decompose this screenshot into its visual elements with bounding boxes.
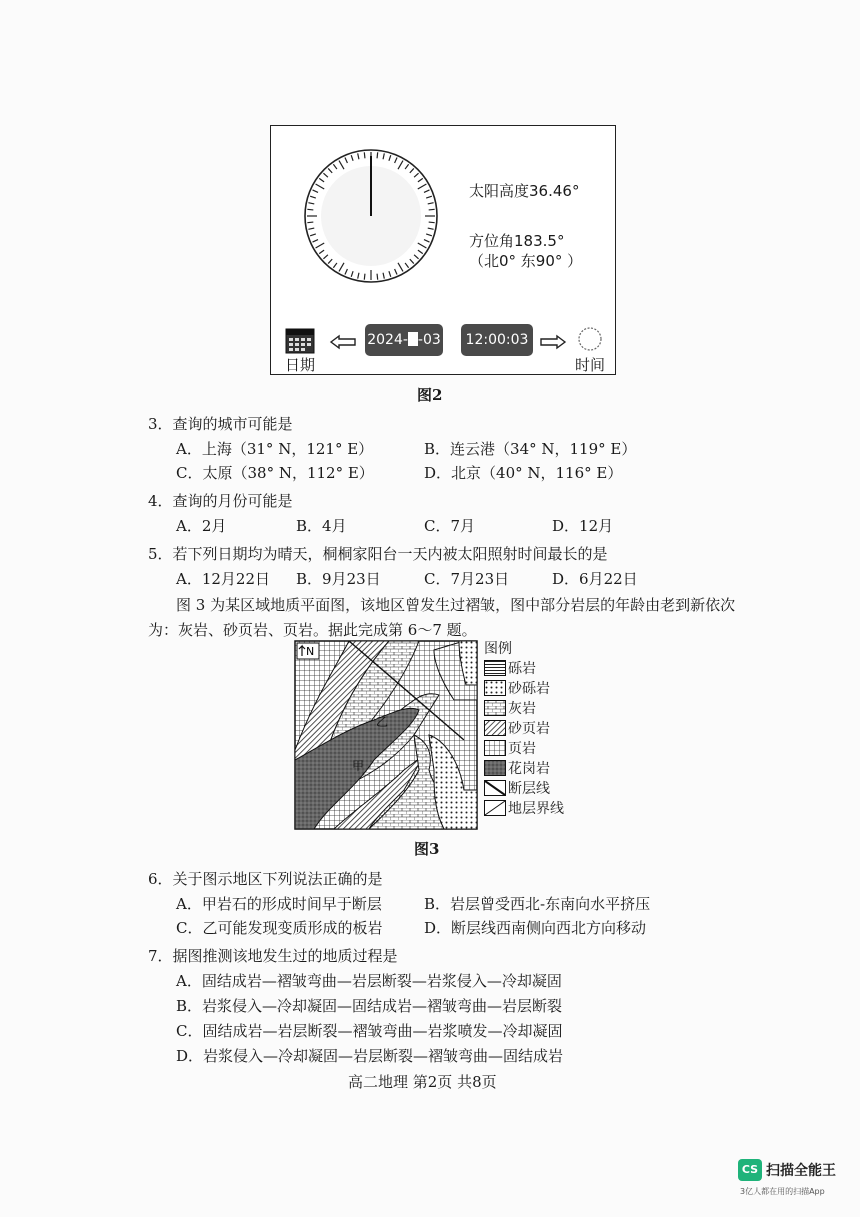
legend-swatch-limestone [484, 700, 506, 716]
legend-swatch-sandy-shale [484, 720, 506, 736]
label-jia: 甲 [352, 759, 365, 773]
date-suffix: -03 [417, 332, 441, 348]
q7-option-a[interactable]: A．固结成岩—褶皱弯曲—岩层断裂—岩浆侵入—冷却凝固 [176, 972, 562, 990]
legend-item-fault-line [484, 778, 594, 798]
legend-label: 地层界线 [508, 801, 564, 817]
sun-dial [301, 146, 441, 286]
q5-option-b[interactable]: B．9月23日 [296, 570, 381, 588]
legend-item-conglomerate [484, 658, 594, 678]
q6-option-a[interactable]: A．甲岩石的形成时间早于断层 [176, 895, 382, 913]
q7-option-c[interactable]: C．固结成岩—岩层断裂—褶皱弯曲—岩浆喷发—冷却凝固 [176, 1022, 563, 1040]
date-label: 日期 [285, 356, 316, 374]
page-footer: 高二地理 第2页 共8页 [348, 1073, 497, 1091]
scanner-tagline: 3亿人都在用的扫描App [740, 1187, 825, 1196]
clock-icon[interactable] [577, 326, 603, 352]
q3-stem: 3．查询的城市可能是 [148, 415, 293, 433]
legend-label: 断层线 [508, 781, 550, 797]
legend-swatch-fault-line [484, 780, 506, 796]
legend-label: 灰岩 [508, 701, 536, 717]
date-display[interactable] [365, 324, 443, 356]
dial-tick [429, 222, 435, 223]
intro-line-2: 为：灰岩、砂页岩、页岩。据此完成第 6～7 题。 [148, 621, 477, 639]
q6-option-b[interactable]: B．岩层曾受西北-东南向水平挤压 [424, 895, 651, 913]
q6-option-c[interactable]: C．乙可能发现变质形成的板岩 [176, 919, 383, 937]
legend-item-strata-boundary [484, 798, 594, 818]
q4-option-d[interactable]: D．12月 [552, 517, 614, 535]
q4-stem: 4．查询的月份可能是 [148, 492, 293, 510]
geologic-map [294, 640, 478, 830]
legend-label: 花岗岩 [508, 761, 550, 777]
q4-option-b[interactable]: B．4月 [296, 517, 347, 535]
q5-stem: 5．若下列日期均为晴天，桐桐家阳台一天内被太阳照射时间最长的是 [148, 545, 608, 563]
dial-tick [307, 209, 313, 210]
scanner-name: 扫描全能王 [766, 1163, 836, 1179]
q7-stem: 7．据图推测该地发生过的地质过程是 [148, 947, 398, 965]
dial-tick [377, 152, 378, 158]
legend-label: 砾岩 [508, 661, 536, 677]
legend-swatch-strata-boundary [484, 800, 506, 816]
scanner-watermark [738, 1159, 842, 1201]
figure-2-panel [270, 125, 616, 375]
sun-altitude-text: 太阳高度36.46° [469, 182, 580, 200]
azimuth-text: 方位角183.5° [469, 232, 565, 250]
figure-3-caption: 图3 [414, 840, 440, 858]
legend-title: 图例 [484, 641, 512, 657]
legend-item-shale [484, 738, 594, 758]
legend-label: 砂砾岩 [508, 681, 550, 697]
legend-item-sandy-conglomerate [484, 678, 594, 698]
legend-label: 页岩 [508, 741, 536, 757]
legend-swatch-sandy-conglomerate [484, 680, 506, 696]
dial-tick [307, 222, 313, 223]
calendar-icon[interactable] [285, 326, 315, 354]
legend-item-sandy-shale [484, 718, 594, 738]
legend-swatch-shale [484, 740, 506, 756]
time-label: 时间 [575, 356, 606, 374]
azimuth-note: （北0° 东90° ） [469, 252, 583, 270]
dial-tick [429, 209, 435, 210]
dial-tick [364, 274, 365, 280]
dial-tick [377, 274, 378, 280]
north-label: N [306, 645, 315, 658]
q7-option-b[interactable]: B．岩浆侵入—冷却凝固—固结成岩—褶皱弯曲—岩层断裂 [176, 997, 563, 1015]
q3-option-d[interactable]: D．北京（40° N，116° E） [424, 464, 623, 482]
legend-item-limestone [484, 698, 594, 718]
map-legend [484, 638, 594, 818]
q3-option-b[interactable]: B．连云港（34° N，119° E） [424, 440, 637, 458]
legend-swatch-granite [484, 760, 506, 776]
q3-option-a[interactable]: A．上海（31° N，121° E） [176, 440, 374, 458]
legend-label: 砂页岩 [508, 721, 550, 737]
q5-option-c[interactable]: C．7月23日 [424, 570, 510, 588]
figure-2-caption: 图2 [417, 386, 443, 404]
q5-option-a[interactable]: A．12月22日 [176, 570, 271, 588]
time-display[interactable]: 12:00:03 [461, 324, 533, 356]
right-arrow-icon[interactable] [539, 334, 567, 350]
cs-logo-icon: CS [738, 1159, 762, 1181]
date-masked-month [408, 332, 418, 346]
date-value: 2024- [367, 332, 408, 348]
q5-option-d[interactable]: D．6月22日 [552, 570, 638, 588]
q4-option-a[interactable]: A．2月 [176, 517, 227, 535]
left-arrow-icon[interactable] [329, 334, 357, 350]
q4-option-c[interactable]: C．7月 [424, 517, 476, 535]
q6-option-d[interactable]: D．断层线西南侧向西北方向移动 [424, 919, 647, 937]
legend-swatch-conglomerate [484, 660, 506, 676]
q6-stem: 6．关于图示地区下列说法正确的是 [148, 870, 383, 888]
q3-option-c[interactable]: C．太原（38° N，112° E） [176, 464, 374, 482]
intro-line-1: 图 3 为某区域地质平面图，该地区曾发生过褶皱，图中部分岩层的年龄由老到新依次 [176, 596, 736, 614]
q7-option-d[interactable]: D．岩浆侵入—冷却凝固—岩层断裂—褶皱弯曲—固结成岩 [176, 1047, 564, 1065]
legend-item-granite [484, 758, 594, 778]
label-yi: 乙 [376, 715, 389, 729]
dial-tick [364, 152, 365, 158]
